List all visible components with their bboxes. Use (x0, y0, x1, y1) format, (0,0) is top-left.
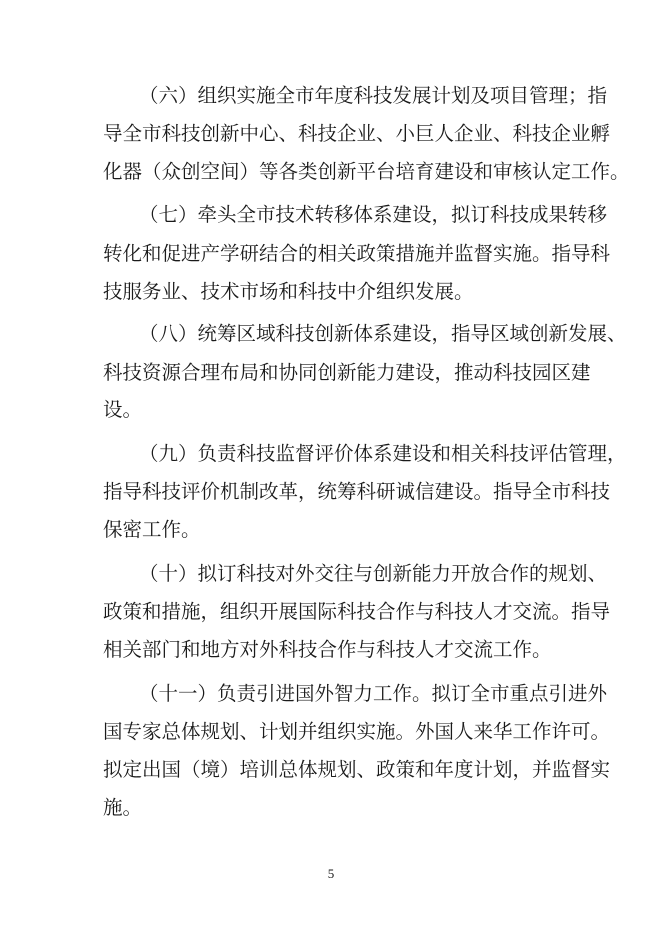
paragraph-1-line-1: （六）组织实施全市年度科技发展计划及项目管理；指 (139, 84, 608, 107)
paragraph-2-line-1: （七）牵头全市技术转移体系建设，拟订科技成果转移 (139, 203, 608, 226)
paragraph-5-line-3: 相关部门和地方对外科技合作与科技人才交流工作。 (103, 638, 552, 661)
paragraph-1-line-3: 化器（众创空间）等各类创新平台培育建设和审核认定工作。 (103, 160, 630, 183)
paragraph-3-line-3: 设。 (103, 398, 143, 421)
paragraph-6-line-2: 国专家总体规划、计划并组织实施。外国人来华工作许可。 (103, 720, 611, 743)
paragraph-6-line-1: （十一）负责引进国外智力工作。拟订全市重点引进外 (139, 682, 608, 705)
paragraph-5-line-2: 政策和措施，组织开展国际科技合作与科技人才交流。指导 (103, 600, 611, 623)
paragraph-1-line-2: 导全市科技创新中心、科技企业、小巨人企业、科技企业孵 (103, 122, 611, 145)
paragraph-6-line-3: 拟定出国（境）培训总体规划、政策和年度计划，并监督实 (103, 758, 611, 781)
paragraph-2-line-3: 技服务业、技术市场和科技中介组织发展。 (103, 280, 474, 303)
paragraph-3-line-1: （八）统筹区域科技创新体系建设，指导区域创新发展、 (139, 322, 627, 345)
page-number: 5 (327, 866, 335, 881)
paragraph-4-line-2: 指导科技评价机制改革，统筹科研诚信建设。指导全市科技 (103, 480, 611, 503)
paragraph-4-line-3: 保密工作。 (103, 518, 201, 541)
paragraph-5-line-1: （十）拟订科技对外交往与创新能力开放合作的规划、 (139, 562, 608, 585)
paragraph-2-line-2: 转化和促进产学研结合的相关政策措施并监督实施。指导科 (103, 242, 611, 265)
paragraph-4-line-1: （九）负责科技监督评价体系建设和相关科技评估管理， (139, 442, 627, 465)
paragraph-6-line-4: 施。 (103, 796, 143, 819)
paragraph-3-line-2: 科技资源合理布局和协同创新能力建设，推动科技园区建 (103, 361, 591, 384)
